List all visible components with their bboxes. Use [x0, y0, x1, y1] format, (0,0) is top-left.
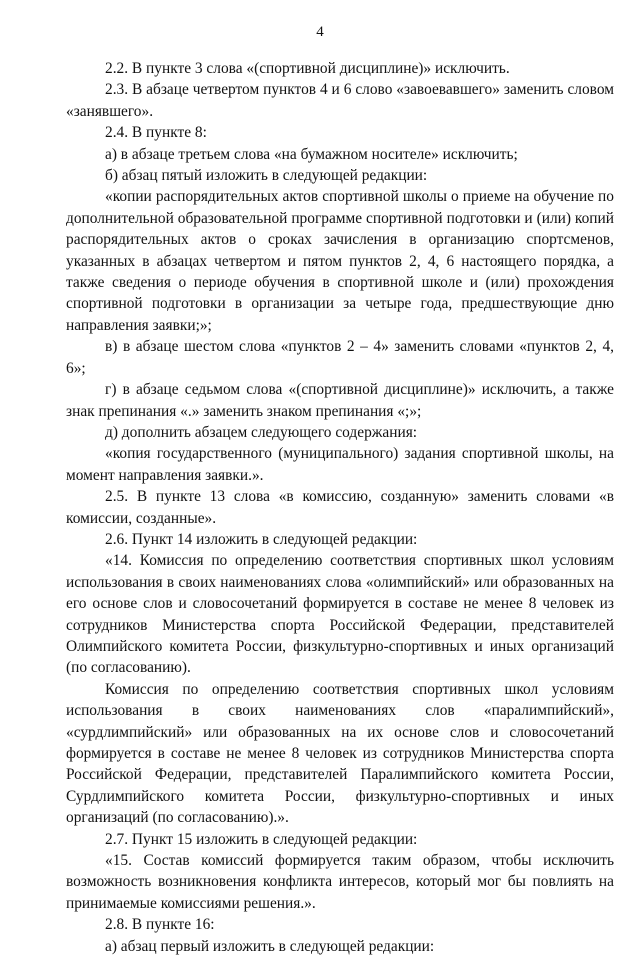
paragraph-2-7-quote-15: «15. Состав комиссий формируется таким образом, чтобы исключить возможность возникновения конфликта интересов, который мог бы повлиять на принимаемые комиссиями решения.».: [66, 852, 614, 912]
paragraph-2-3: 2.3. В абзаце четвертом пунктов 4 и 6 слово «завоевавшего» заменить словом «занявшего».: [66, 81, 614, 120]
paragraph-2-4: 2.4. В пункте 8:: [105, 124, 207, 142]
paragraph-2-4-b-quote: «копии распорядительных актов спортивной школы о приеме на обучение по дополнительной образовательной программе спортивной подготовки и (или) копий распорядительных актов о сроках зачисления в организацию спортсменов, указанных в абзацах четвертом и пятом пунктов 2, 4, 6 настоящего порядка, а также сведения о периоде обучения в спортивной школе и (или) прохождения спортивной подготовки в организации за четыре года, предшествующие дню направления заявки;»;: [66, 188, 614, 334]
paragraph-2-8: 2.8. В пункте 16:: [105, 916, 215, 934]
paragraph-2-4-a: а) в абзаце третьем слова «на бумажном носителе» исключить;: [105, 145, 518, 163]
paragraph-2-5: 2.5. В пункте 13 слова «в комиссию, созданную» заменить словами «в комиссии, созданные».: [66, 488, 614, 527]
paragraph-2-4-g: г) в абзаце седьмом слова «(спортивной дисциплине)» исключить, а также знак препинания «.» заменить знаком препинания «;»;: [66, 381, 614, 420]
paragraph-2-6-quote-14-cont: Комиссия по определению соответствия спортивных школ условиям использования в своих наименованиях слов «паралимпийский», «сурдлимпийский» или образованных на их основе слов и словосочетаний формируется в составе не менее 8 человек из сотрудников Министерства спорта Российской Федерации, представителей Паралимпийского комитета России, Сурдлимпийского комитета России, физкультурно-спортивных и иных организаций (по согласованию).».: [66, 680, 614, 827]
paragraph-2-2: 2.2. В пункте 3 слова «(спортивной дисциплине)» исключить.: [105, 60, 510, 77]
paragraph-2-8-a: а) абзац первый изложить в следующей редакции:: [105, 937, 435, 955]
paragraph-2-6-quote-14: «14. Комиссия по определению соответствия спортивных школ условиям использования в своих наименованиях слова «олимпийский» или образованных на его основе слов и словосочетаний формируется в составе не менее 8 человек из сотрудников Министерства спорта Российской Федерации, представителей Олимпийского комитета России, физкультурно-спортивных и иных организаций (по согласованию).: [66, 552, 614, 677]
page-number: 4: [316, 24, 324, 40]
paragraph-2-4-d: д) дополнить абзацем следующего содержания:: [105, 423, 418, 441]
paragraph-2-4-d-quote: «копия государственного (муниципального) задания спортивной школы, на момент направления заявки.».: [66, 445, 614, 484]
paragraph-2-6: 2.6. Пункт 14 изложить в следующей редакции:: [105, 530, 418, 548]
document-body: [66, 58, 614, 957]
paragraph-2-4-v: в) в абзаце шестом слова «пунктов 2 – 4» заменить словами «пунктов 2, 4, 6»;: [66, 338, 614, 377]
paragraph-2-4-b: б) абзац пятый изложить в следующей редакции:: [105, 167, 428, 185]
paragraph-2-7: 2.7. Пункт 15 изложить в следующей редакции:: [105, 830, 418, 848]
